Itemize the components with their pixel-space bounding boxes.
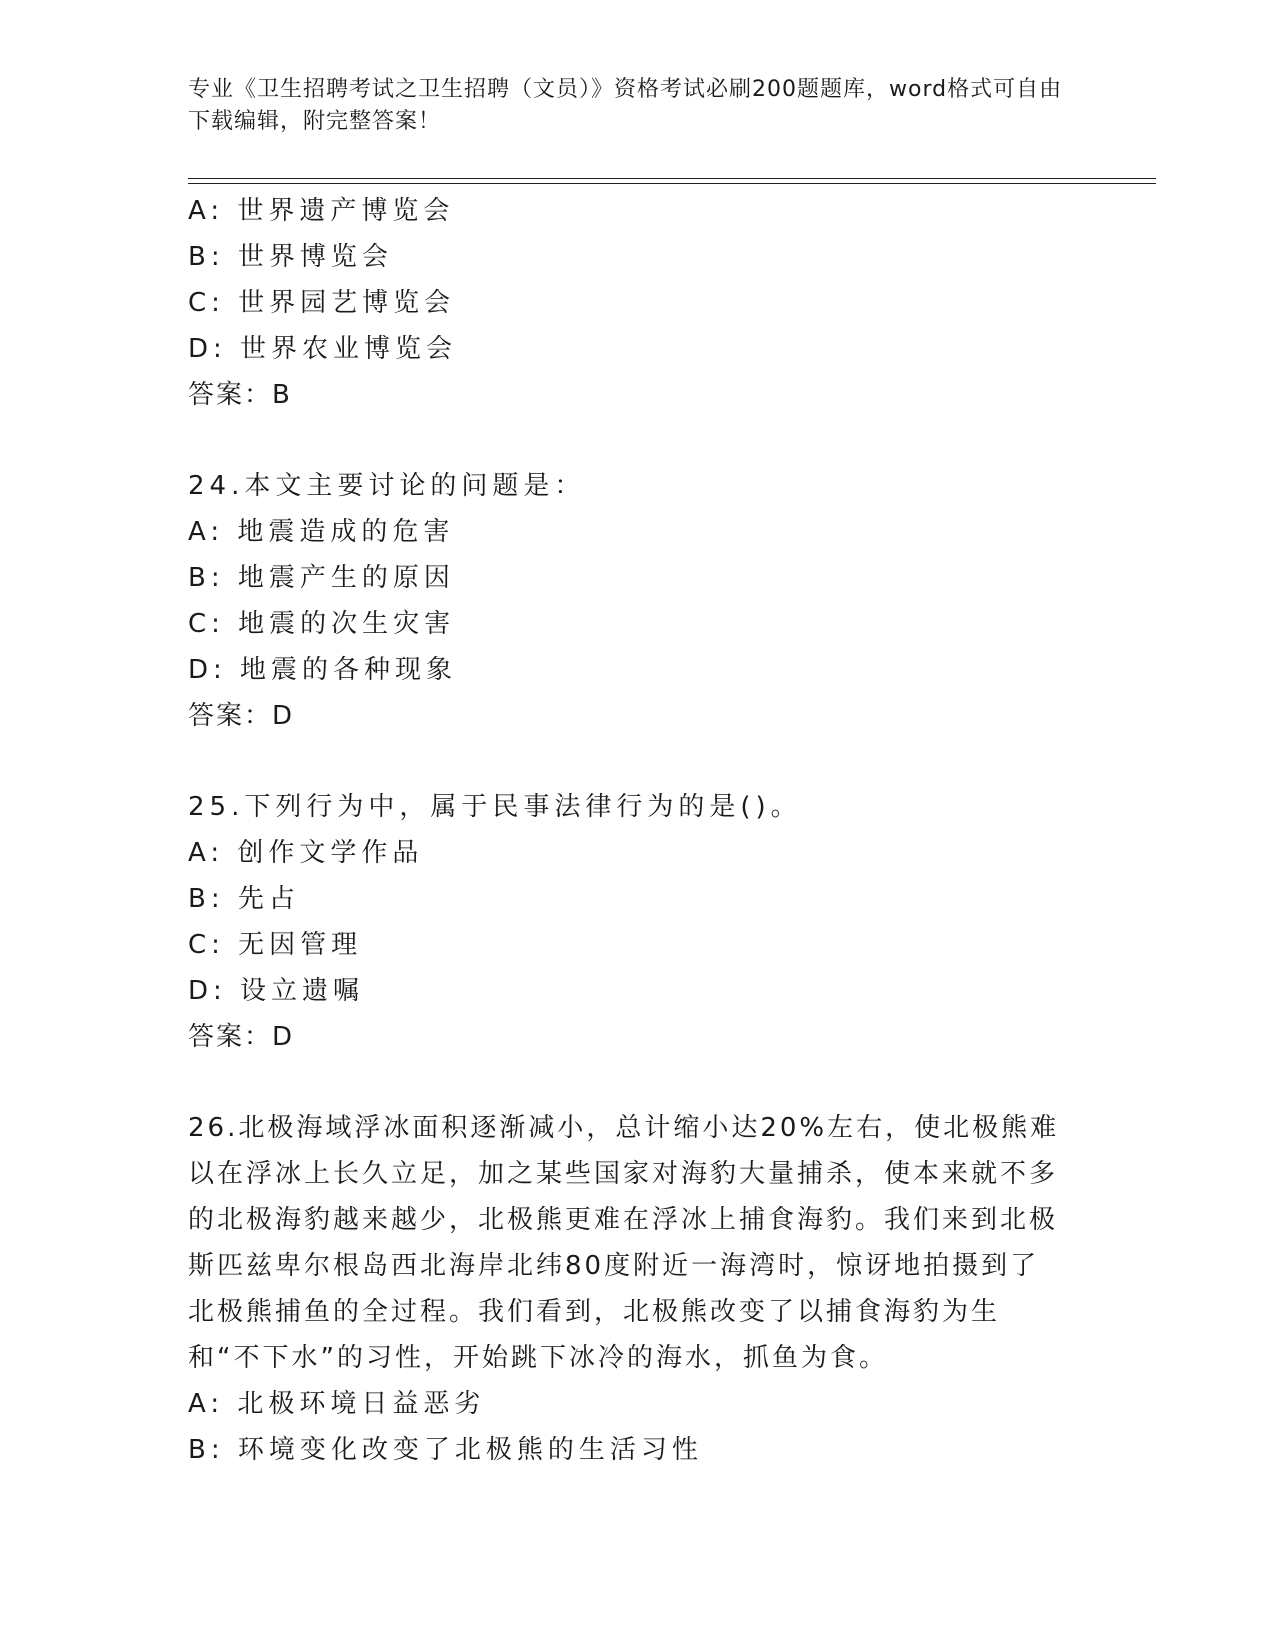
option-d: D: 世界农业博览会 <box>188 334 458 364</box>
question-25 <box>188 784 1088 1060</box>
option-a: A: 世界遗产博览会 <box>188 196 455 226</box>
answer: 答案：D <box>188 701 295 731</box>
question-text: 24.本文主要讨论的问题是： <box>188 471 586 501</box>
answer: 答案：D <box>188 1022 295 1052</box>
question-26 <box>188 1105 1088 1473</box>
option-d: D: 设立遗嘱 <box>188 976 365 1006</box>
question-24 <box>188 463 1088 739</box>
answer: 答案：B <box>188 380 292 410</box>
spacer <box>188 1060 1088 1105</box>
question-list <box>188 188 1088 1473</box>
option-b: B: 世界博览会 <box>188 242 393 272</box>
option-b: B: 地震产生的原因 <box>188 563 455 593</box>
option-a: A: 地震造成的危害 <box>188 517 455 547</box>
question-text: 25.下列行为中，属于民事法律行为的是()。 <box>188 792 802 822</box>
header-rule-top <box>188 178 1156 179</box>
option-c: C: 世界园艺博览会 <box>188 288 456 318</box>
question-23 <box>188 188 1088 418</box>
question-text: 26.北极海域浮冰面积逐渐减小，总计缩小达20%左右，使北极熊难以在浮冰上长久立足，加之某些国家对海豹大量捕杀，使本来就不多的北极海豹越来越少，北极熊更难在浮冰上捕食海豹。我们来到北极斯匹兹卑尔根岛西北海岸北纬80度附近一海湾时，惊讶地拍摄到了北极熊捕鱼的全过程。我们看到，北极熊改变了以捕食海豹为生和“不下水”的习性，开始跳下冰冷的海水，抓鱼为食。 <box>188 1113 1060 1373</box>
option-b: B: 环境变化改变了北极熊的生活习性 <box>188 1435 703 1465</box>
option-d: D: 地震的各种现象 <box>188 655 458 685</box>
option-a: A: 创作文学作品 <box>188 838 424 868</box>
option-a: A: 北极环境日益恶劣 <box>188 1389 486 1419</box>
document-header: 专业《卫生招聘考试之卫生招聘（文员）》资格考试必刷200题题库，word格式可自由下载编辑，附完整答案！ <box>188 77 1063 134</box>
spacer <box>188 418 1088 463</box>
spacer <box>188 739 1088 784</box>
header-rule-bottom <box>188 183 1156 184</box>
option-c: C: 地震的次生灾害 <box>188 609 456 639</box>
option-b: B: 先占 <box>188 884 300 914</box>
option-c: C: 无因管理 <box>188 930 363 960</box>
